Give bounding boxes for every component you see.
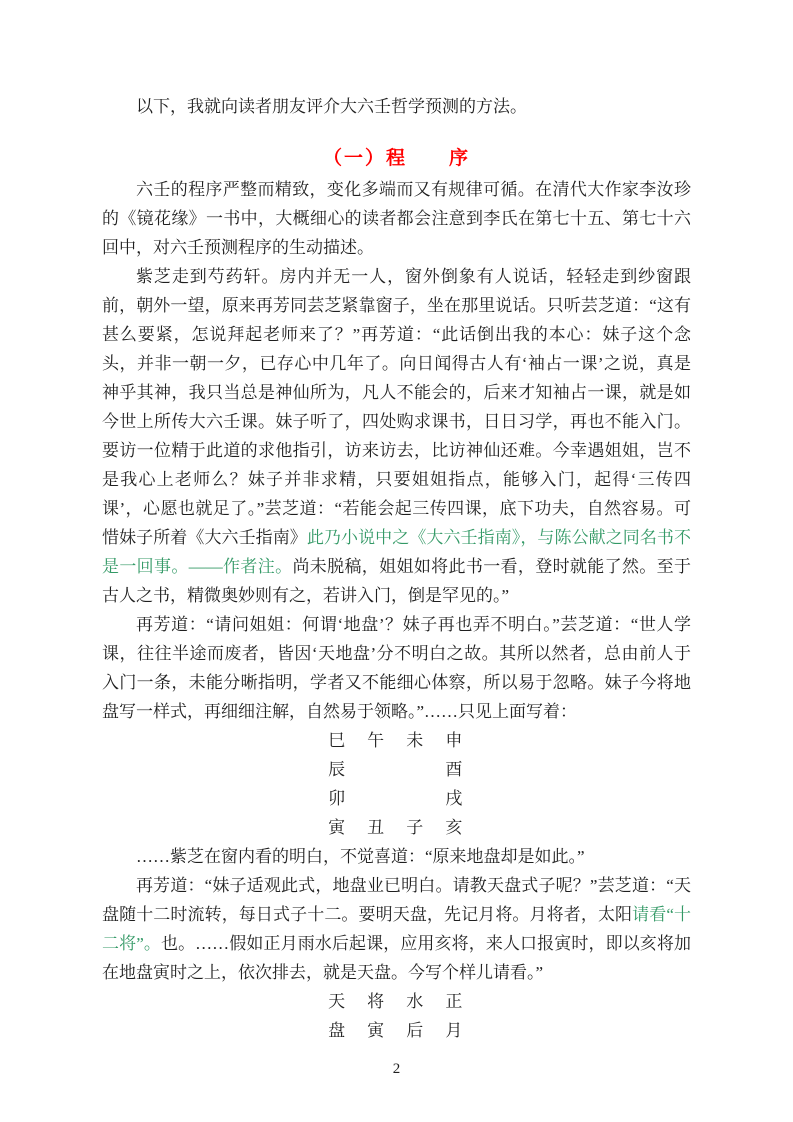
paragraph-1 bbox=[102, 175, 691, 262]
paragraph-3 bbox=[102, 610, 691, 726]
paragraph-4-text: ……紫芝在窗内看的明白，不觉喜道：“原来地盘却是如此。” bbox=[136, 847, 585, 866]
sky-plate-row-2: 盘 寅 后 月 bbox=[328, 1021, 465, 1040]
paragraph-5-text-1: 再芳道：“妹子适观此式，地盘业已明白。请教天盘式子呢？”芸芝道：“天盘随十二时流转，每日式子十二。要明天盘，先记月将。月将者，太阳 bbox=[102, 876, 691, 924]
earth-plate-row-4: 寅 丑 子 亥 bbox=[328, 818, 465, 837]
earth-plate-row-2: 辰 酉 bbox=[328, 760, 465, 779]
see-also-note-green: 请看“十二将”。 bbox=[102, 905, 692, 953]
section-heading: （一）程 序 bbox=[322, 148, 470, 169]
intro-text: 以下，我就向读者朋友评介大六壬哲学预测的方法。 bbox=[136, 97, 527, 116]
sky-plate-diagram bbox=[102, 987, 691, 1045]
earth-plate-row-1: 巳 午 未 申 bbox=[328, 731, 465, 750]
paragraph-2-text-1: 紫芝走到芍药轩。房内并无一人，窗外倒象有人说话，轻轻走到纱窗跟前，朝外一望，原来再芳同芸芝紧靠窗子，坐在那里说话。只听芸芝道：“这有甚么要紧，怎说拜起老师来了？”再芳道：“此话倒出我的本心：妹子这个念头，并非一朝一夕，已存心中几年了。向日闻得古人有‘袖占一课’之说，真是神乎其神，我只当总是神仙所为，凡人不能会的，后来才知袖占一课，就是如今世上所传大六壬课。妹子听了，四处购求课书，日日习学，再也不能入门。要访一位精于此道的求他指引，访来访去，比访神仙还难。今幸遇姐姐，岂不是我心上老师么？妹子并非求精，只要姐姐指点，能够入门，起得‘三传四课’，心愿也就足了。”芸芝道：“若能会起三传四课，底下功夫，自然容易。可惜妹子所着《大六壬指南》 bbox=[102, 267, 691, 547]
paragraph-1-text: 六壬的程序严整而精致，变化多端而又有规律可循。在清代大作家李汝珍的《镜花缘》一书中，大概细心的读者都会注意到李氏在第七十五、第七十六回中，对六壬预测程序的生动描述。 bbox=[102, 180, 691, 257]
author-note-green: 此乃小说中之《大六壬指南》，与陈公献之同名书不是一回事。——作者注。 bbox=[102, 528, 692, 576]
paragraph-4 bbox=[102, 842, 691, 871]
paragraph-5 bbox=[102, 871, 691, 987]
paragraph-2 bbox=[102, 262, 691, 610]
paragraph-5-text-2: 也。……假如正月雨水后起课，应用亥将，来人口报寅时，即以亥将加在地盘寅时之上，依次排去，就是天盘。今写个样儿请看。” bbox=[102, 934, 692, 982]
earth-plate-row-3: 卯 戌 bbox=[328, 789, 465, 808]
earth-plate-diagram bbox=[102, 726, 691, 842]
paragraph-2-text-2: 尚未脱稿，姐姐如将此书一看，登时就能了然。至于古人之书，精微奥妙则有之，若讲入门，倒是罕见的。” bbox=[102, 557, 691, 605]
paragraph-3-text: 再芳道：“请问姐姐：何谓‘地盘’？妹子再也弄不明白。”芸芝道：“世人学课，往往半途而废者，皆因‘天地盘’分不明白之故。其所以然者，总由前人于入门一条，未能分晰指明，学者又不能细心体察，所以易于忽略。妹子今将地盘写一样式，再细细注解，自然易于领略。”……只见上面写着： bbox=[102, 615, 691, 721]
page-number: 2 bbox=[392, 1061, 401, 1077]
paragraph-intro bbox=[102, 92, 691, 121]
sky-plate-row-1: 天 将 水 正 bbox=[328, 992, 465, 1011]
